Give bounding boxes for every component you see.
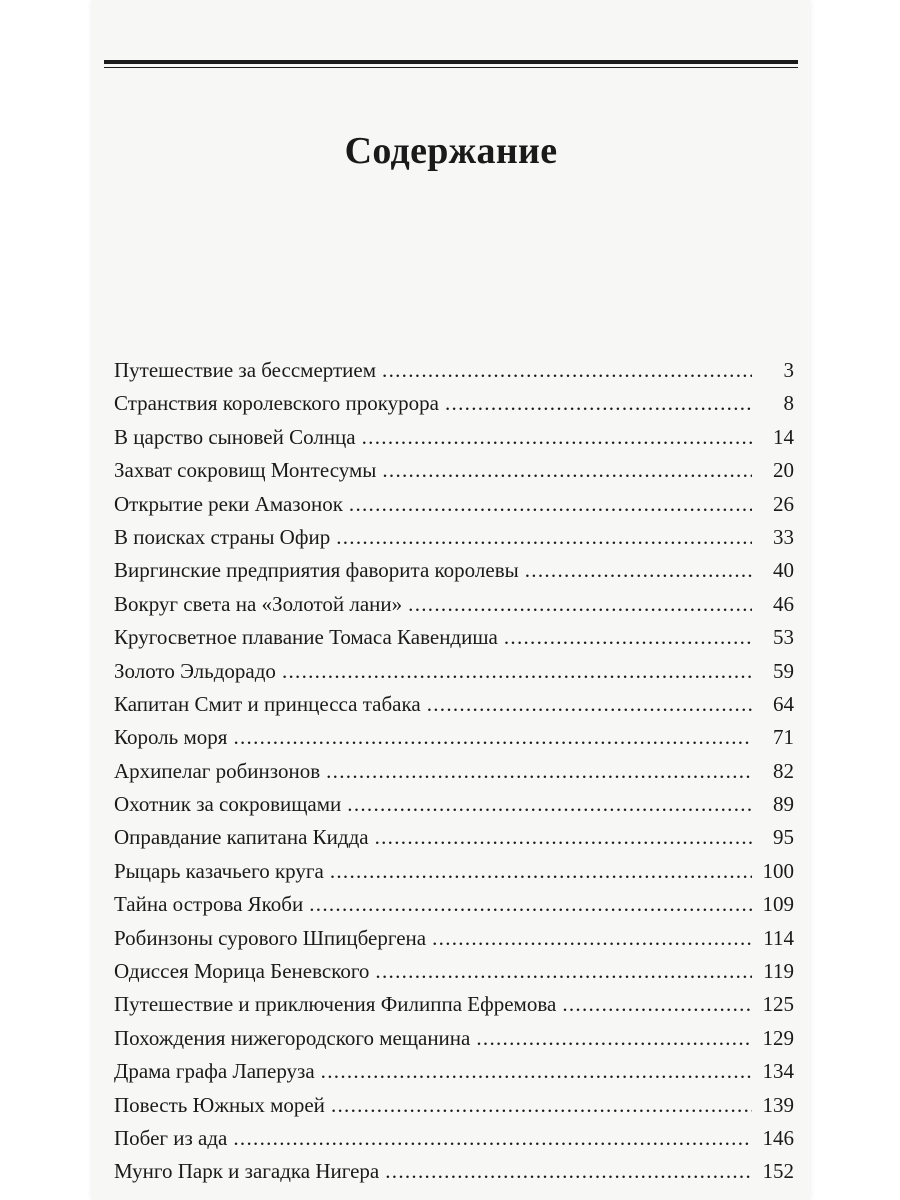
toc-entry-title: Охотник за сокровищами — [114, 792, 342, 817]
toc-entry — [114, 358, 794, 391]
toc-entry — [114, 1093, 794, 1126]
toc-entry-page-number: 71 — [773, 725, 794, 750]
toc-entry-title: Драма графа Лаперуза — [114, 1059, 315, 1084]
toc-entry-title: Похождения нижегородского мещанина — [114, 1025, 471, 1050]
toc-entry-page-number: 33 — [773, 524, 794, 549]
toc-entry-title: Повесть Южных морей — [114, 1092, 325, 1117]
toc-dot-leader — [233, 1126, 752, 1151]
toc-entry-title: Капитан Смит и принцесса табака — [114, 691, 421, 716]
toc-entry-title: Рыцарь казачьего круга — [114, 858, 324, 883]
header-rule-thin — [104, 67, 798, 68]
toc-entry-title: Одиссея Морица Беневского — [114, 959, 370, 984]
toc-entry — [114, 659, 794, 692]
toc-dot-leader — [321, 1059, 752, 1084]
toc-entry — [114, 1026, 794, 1059]
toc-entry — [114, 992, 794, 1025]
toc-dot-leader — [375, 959, 752, 984]
toc-dot-leader — [347, 792, 752, 817]
toc-entry — [114, 825, 794, 858]
toc-dot-leader — [432, 926, 752, 951]
toc-entry-title: Золото Эльдорадо — [114, 658, 276, 683]
toc-dot-leader — [445, 391, 752, 416]
toc-entry — [114, 458, 794, 491]
toc-dot-leader — [326, 759, 752, 784]
toc-entry-page-number: 89 — [773, 792, 794, 817]
toc-entry-page-number: 3 — [783, 358, 794, 382]
toc-dot-leader — [562, 992, 752, 1017]
toc-entry-page-number: 40 — [773, 558, 794, 583]
toc-entry-title: Странствия королевского прокурора — [114, 391, 439, 416]
toc-entry — [114, 391, 794, 424]
toc-dot-leader — [282, 659, 752, 684]
toc-entry-page-number: 95 — [773, 825, 794, 850]
toc-dot-leader — [504, 625, 752, 650]
toc-dot-leader — [382, 358, 752, 383]
toc-entry-page-number: 8 — [783, 391, 794, 416]
toc-entry — [114, 692, 794, 725]
toc-entry-page-number: 53 — [773, 625, 794, 650]
toc-entry-title: Путешествие за бессмертием — [114, 358, 377, 382]
toc-entry-page-number: 46 — [773, 591, 794, 616]
toc-entry-title: Побег из ада — [114, 1125, 228, 1150]
toc-entry-page-number: 152 — [762, 1159, 794, 1184]
toc-entry — [114, 892, 794, 925]
toc-dot-leader — [362, 425, 752, 450]
toc-entry — [114, 792, 794, 825]
toc-entry-page-number: 114 — [763, 925, 794, 950]
toc-dot-leader — [336, 525, 752, 550]
toc-entry-page-number: 26 — [773, 491, 794, 516]
toc-entry — [114, 492, 794, 525]
toc-entry-page-number: 59 — [773, 658, 794, 683]
toc-entry — [114, 558, 794, 591]
toc-entry — [114, 759, 794, 792]
toc-dot-leader — [349, 492, 752, 517]
toc-entry-page-number: 64 — [773, 691, 794, 716]
toc-entry-title: Король моря — [114, 725, 228, 750]
toc-entry-page-number: 125 — [762, 992, 794, 1017]
toc-entry-title: Тайна острова Якоби — [114, 892, 304, 917]
toc-entry-page-number: 134 — [762, 1059, 794, 1084]
toc-entry — [114, 926, 794, 959]
toc-entry-title: В поисках страны Офир — [114, 524, 331, 549]
toc-entry-page-number: 109 — [762, 892, 794, 917]
header-rule-thick — [104, 60, 798, 64]
toc-dot-leader — [330, 859, 752, 884]
toc-entry — [114, 525, 794, 558]
toc-dot-leader — [427, 692, 752, 717]
toc-entry-title: Вокруг света на «Золотой лани» — [114, 591, 403, 616]
toc-entry-title: Оправдание капитана Кидда — [114, 825, 369, 850]
toc-dot-leader — [382, 458, 752, 483]
toc-entry-page-number: 139 — [762, 1092, 794, 1117]
toc-entry-title: Путешествие и приключения Филиппа Ефремова — [114, 992, 557, 1017]
toc-entry — [114, 425, 794, 458]
toc-dot-leader — [233, 725, 752, 750]
book-page — [92, 0, 810, 1200]
toc-entry-title: Робинзоны сурового Шпицбергена — [114, 925, 427, 950]
toc-entry-title: Архипелаг робинзонов — [114, 758, 321, 783]
toc-entry — [114, 1059, 794, 1092]
toc-entry-page-number: 20 — [773, 458, 794, 483]
toc-dot-leader — [331, 1093, 752, 1118]
toc-entry — [114, 592, 794, 625]
table-of-contents — [114, 358, 794, 1193]
toc-dot-leader — [375, 825, 752, 850]
page-title: Содержание — [344, 130, 558, 173]
toc-entry — [114, 959, 794, 992]
toc-entry — [114, 725, 794, 758]
toc-dot-leader — [309, 892, 752, 917]
toc-entry-page-number: 119 — [763, 959, 794, 984]
toc-entry-title: Виргинские предприятия фаворита королевы — [114, 558, 519, 583]
toc-entry-page-number: 129 — [762, 1025, 794, 1050]
toc-entry-title: Захват сокровищ Монтесумы — [114, 458, 377, 483]
toc-entry-title: Кругосветное плавание Томаса Кавендиша — [114, 625, 498, 650]
toc-entry-page-number: 100 — [762, 858, 794, 883]
toc-dot-leader — [385, 1159, 752, 1184]
toc-entry-page-number: 146 — [762, 1125, 794, 1150]
toc-entry — [114, 859, 794, 892]
toc-entry — [114, 1159, 794, 1192]
toc-entry — [114, 1126, 794, 1159]
toc-entry-title: Открытие реки Амазонок — [114, 491, 343, 516]
toc-entry — [114, 625, 794, 658]
toc-dot-leader — [525, 558, 752, 583]
toc-entry-title: В царство сыновей Солнца — [114, 424, 356, 449]
toc-entry-page-number: 82 — [773, 758, 794, 783]
toc-dot-leader — [408, 592, 752, 617]
toc-entry-page-number: 14 — [773, 424, 794, 449]
toc-dot-leader — [476, 1026, 752, 1051]
toc-entry-title: Мунго Парк и загадка Нигера — [114, 1159, 380, 1184]
